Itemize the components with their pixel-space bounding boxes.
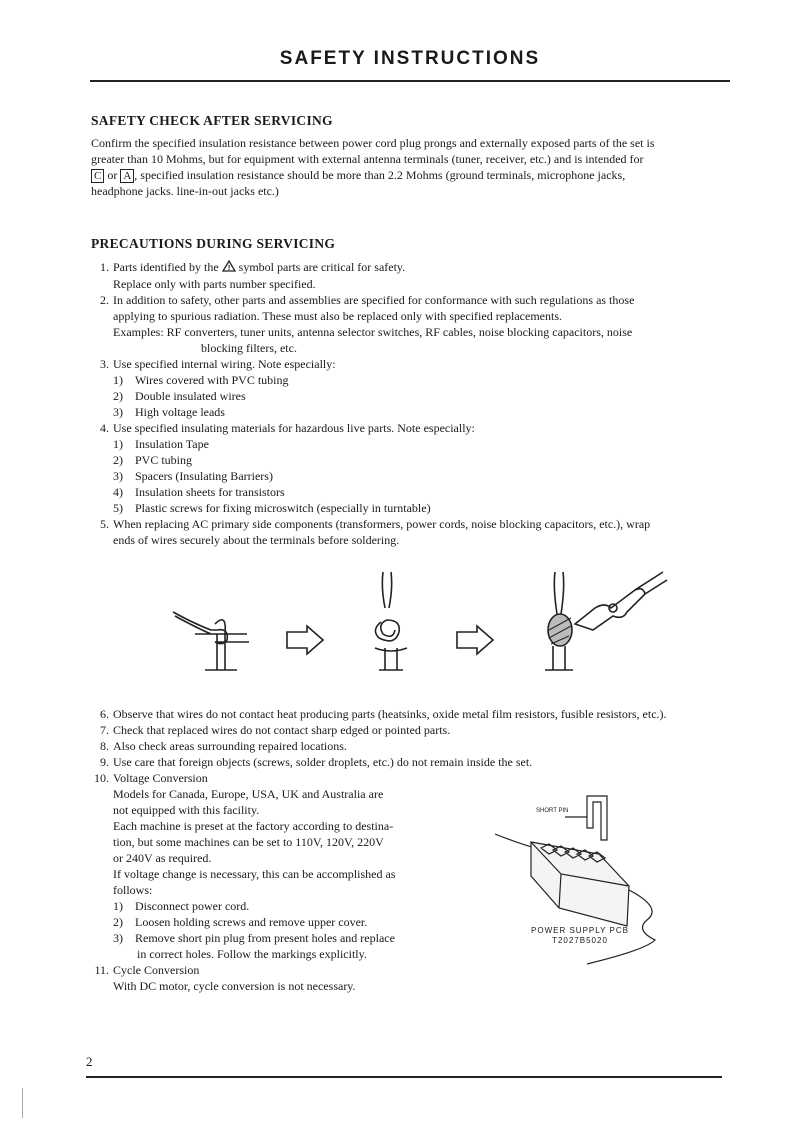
item1-text-b: symbol parts are critical for safety. — [238, 260, 406, 274]
wire-1 — [173, 612, 249, 644]
sub-item: 1) Wires covered with PVC tubing — [113, 373, 289, 387]
item9-text: Use care that foreign objects (screws, solder droplets, etc.) do not remain inside the set. — [113, 755, 533, 769]
wire-2 — [382, 572, 391, 608]
list-item — [87, 356, 732, 372]
wire-wrap-illustration — [165, 568, 675, 680]
check-line-3-rest: , specified insulation resistance should be more than 2.2 Mohms (ground terminals, microphone jacks, — [134, 168, 626, 182]
sub-item: 3) High voltage leads — [113, 405, 225, 419]
item10-line: Each machine is preset at the factory according to destina- — [113, 819, 394, 833]
box-c-label: C — [91, 169, 104, 183]
terminal-3-post — [545, 646, 573, 670]
item1-text-c: Replace only with parts number specified. — [113, 277, 316, 291]
precautions-heading: PRECAUTIONS DURING SERVICING — [91, 236, 336, 251]
or-text: or — [107, 168, 118, 182]
list-item — [87, 516, 732, 548]
sub-item: 5) Plastic screws for fixing microswitch (especially in turntable) — [113, 501, 431, 515]
item10-line: tion, but some machines can be set to 110V, 120V, 220V — [113, 835, 384, 849]
item-number: 3. — [100, 357, 109, 371]
arrow-right-icon-1 — [287, 626, 323, 654]
sub-item: 1) Insulation Tape — [113, 437, 209, 451]
item7-text: Check that replaced wires do not contact sharp edged or pointed parts. — [113, 723, 451, 737]
item-number: 2. — [100, 293, 109, 307]
item1-text-a: Parts identified by the — [113, 260, 219, 274]
list-item: 7. Check that replaced wires do not contact sharp edged or pointed parts. — [87, 722, 732, 738]
item2-text-b: applying to spurious radiation. These must also be replaced only with specified replacements. — [113, 309, 562, 323]
short-pin-plug — [587, 796, 607, 840]
check-line-3 — [91, 167, 729, 183]
short-pin-label: SHORT PIN — [536, 808, 569, 814]
svg-text:!: ! — [227, 265, 230, 272]
item4-text: Use specified insulating materials for hazardous live parts. Note especially: — [113, 421, 475, 435]
pcb-name: POWER SUPPLY PCB — [531, 926, 629, 935]
page-number: 2 — [86, 1054, 93, 1069]
check-paragraph — [91, 135, 729, 199]
check-line-4: headphone jacks. line-in-out jacks etc.) — [91, 184, 279, 198]
item5-text-b: ends of wires securely about the terminals before soldering. — [113, 533, 400, 547]
item10-line: not equipped with this facility. — [113, 803, 260, 817]
list-item — [87, 292, 732, 356]
sub-item: 4) Insulation sheets for transistors — [113, 485, 285, 499]
list-item — [87, 420, 732, 436]
sub-item: 1) Disconnect power cord. — [113, 899, 250, 913]
item10-line: follows: — [113, 883, 153, 897]
terminal-1-post — [205, 634, 237, 670]
sub-item: 2) Loosen holding screws and remove upper cover. — [113, 915, 368, 929]
solder-blob — [548, 614, 572, 646]
item2-text-d: blocking filters, etc. — [201, 341, 297, 355]
item10-title: Voltage Conversion — [113, 771, 208, 785]
arrow-right-icon-2 — [457, 626, 493, 654]
precautions-list-a — [87, 259, 732, 548]
item2-text-c: Examples: RF converters, tuner units, antenna selector switches, RF cables, noise blocking capacitors, noise — [113, 325, 633, 339]
bottom-rule — [86, 1076, 722, 1078]
page-title: SAFETY INSTRUCTIONS — [279, 48, 541, 69]
top-rule — [90, 80, 730, 82]
warning-triangle-icon — [222, 260, 236, 276]
wire-3 — [554, 572, 563, 614]
sub-item: 3) Spacers (Insulating Barriers) — [113, 469, 273, 483]
check-line-2: greater than 10 Mohms, but for equipment with external antenna terminals (tuner, receiver, etc.) and is intended for — [91, 152, 644, 166]
list-item — [87, 259, 732, 292]
list-item: 11. Cycle Conversion With DC motor, cycle conversion is not necessary. — [87, 962, 732, 994]
pcb-code: T2027B5020 — [552, 936, 608, 945]
list-item: 9. Use care that foreign objects (screws, solder droplets, etc.) do not remain inside the set. — [87, 754, 732, 770]
check-line-1: Confirm the specified insulation resistance between power cord plug prongs and externally exposed parts of the set is — [91, 136, 655, 150]
check-heading: SAFETY CHECK AFTER SERVICING — [91, 113, 333, 128]
item8-text: Also check areas surrounding repaired locations. — [113, 739, 347, 753]
item11-text: With DC motor, cycle conversion is not necessary. — [113, 979, 356, 993]
item11-title: Cycle Conversion — [113, 963, 200, 977]
list-item: 6. Observe that wires do not contact heat producing parts (heatsinks, oxide metal film resistors, fusible resistors, etc.). — [87, 706, 732, 722]
pcb-label — [520, 926, 640, 946]
item2-text-a: In addition to safety, other parts and assemblies are specified for conformance with such regulations as those — [113, 293, 635, 307]
wire-2-coil — [375, 620, 399, 641]
item5-text-a: When replacing AC primary side components (transformers, power cords, noise blocking capacitors, etc.), wrap — [113, 517, 651, 531]
list-item: 8. Also check areas surrounding repaired locations. — [87, 738, 732, 754]
item-number: 5. — [100, 517, 109, 531]
item10-line: Models for Canada, Europe, USA, UK and Australia are — [113, 787, 384, 801]
item-number: 4. — [100, 421, 109, 435]
item-number: 1. — [100, 260, 109, 274]
item6-text: Observe that wires do not contact heat producing parts (heatsinks, oxide metal film resistors, fusible resistors, etc.). — [113, 707, 667, 721]
box-a-label: A — [120, 169, 134, 183]
item1-line — [113, 259, 732, 276]
item3-text: Use specified internal wiring. Note especially: — [113, 357, 336, 371]
list-item: 10. Voltage Conversion Models for Canada, Europe, USA, UK and Australia are not equipped with this facility. Each machine is preset at the factory according to destina- tion, but some machines can be set to 110V, 120V, 220V or 240V as required. If voltage change is necessary, this can be accomplished as follows: — [87, 770, 473, 898]
item10-line: or 240V as required. — [113, 851, 212, 865]
item10-line: If voltage change is necessary, this can be accomplished as — [113, 867, 396, 881]
sub-item: 2) PVC tubing — [113, 453, 193, 467]
sub-item-continued: in correct holes. Follow the markings explicitly. — [137, 947, 367, 961]
sub-item: 3) Remove short pin plug from present holes and replace — [113, 931, 395, 945]
sub-item: 2) Double insulated wires — [113, 389, 246, 403]
margin-mark — [22, 1088, 23, 1118]
